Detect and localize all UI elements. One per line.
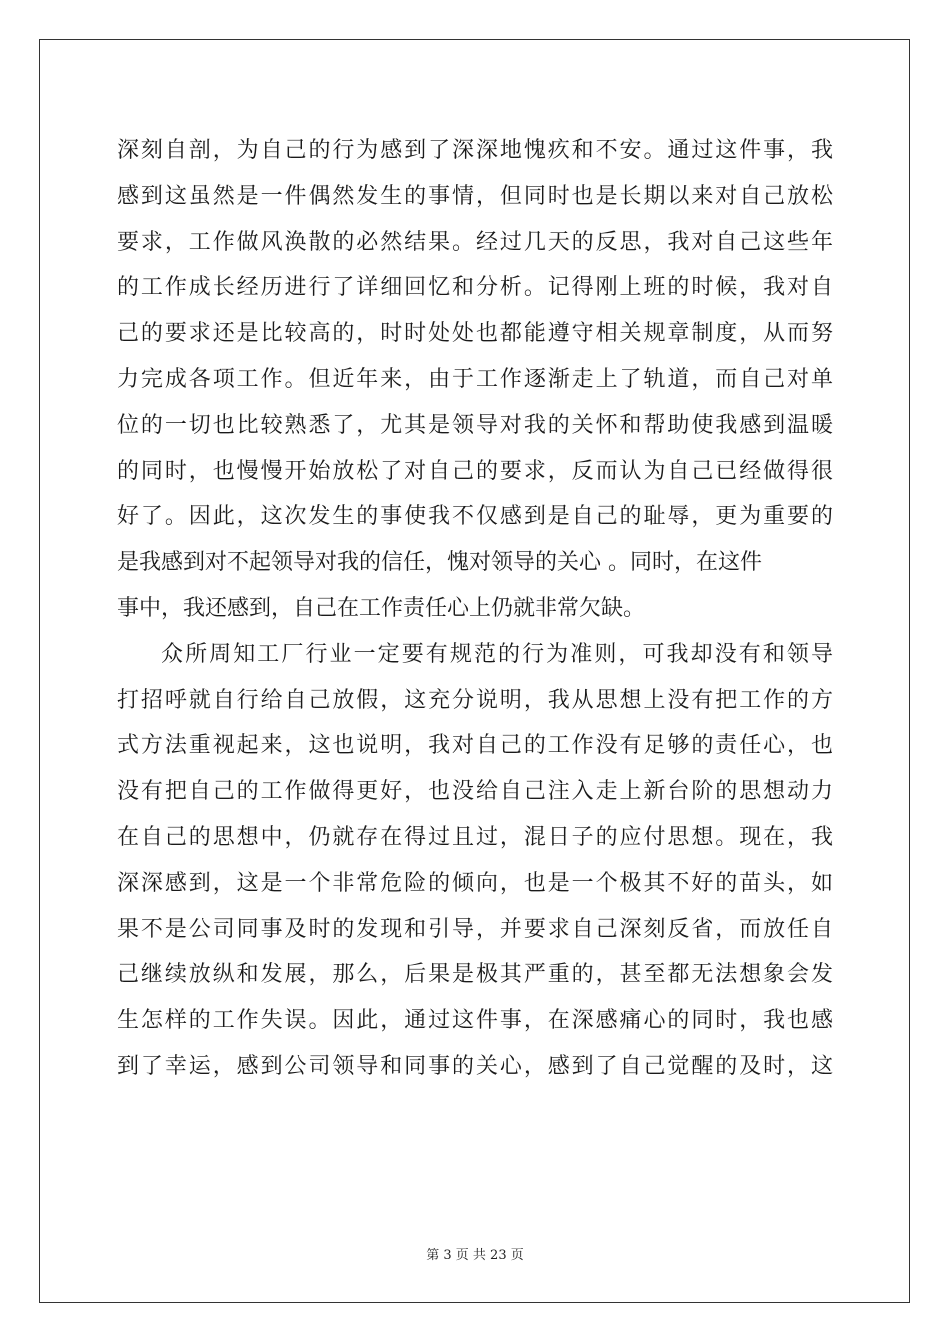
text-line: 是我感到对不起领导对我的信任，愧对领导的关心 。同时，在这件 bbox=[117, 550, 762, 576]
text-line: 己继续放纵和发展，那么，后果是极其严重的，甚至都无法想象会发 bbox=[117, 962, 833, 988]
text-line: 在自己的思想中，仍就存在得过且过，混日子的应付思想。现在，我 bbox=[117, 824, 833, 850]
text-line: 众所周知工厂行业一定要有规范的行为准则，可我却没有和领导 bbox=[161, 641, 833, 667]
text-line: 打招呼就自行给自己放假，这充分说明，我从思想上没有把工作的方 bbox=[117, 687, 833, 713]
text-line: 式方法重视起来，这也说明，我对自己的工作没有足够的责任心，也 bbox=[117, 733, 833, 759]
text-line: 深深感到，这是一个非常危险的倾向，也是一个极其不好的苗头，如 bbox=[117, 870, 833, 896]
text-line: 生怎样的工作失误。因此，通过这件事，在深感痛心的同时，我也感 bbox=[117, 1008, 833, 1034]
page-number-footer: 第 3 页 共 23 页 bbox=[426, 1248, 524, 1263]
text-line: 好了。因此，这次发生的事使我不仅感到是自己的耻辱，更为重要的 bbox=[117, 504, 833, 530]
text-line: 己的要求还是比较高的，时时处处也都能遵守相关规章制度，从而努 bbox=[117, 321, 833, 347]
text-line: 感到这虽然是一件偶然发生的事情，但同时也是长期以来对自己放松 bbox=[117, 183, 833, 209]
paragraph-2 bbox=[117, 632, 833, 1090]
text-line: 的同时，也慢慢开始放松了对自己的要求，反而认为自己已经做得很 bbox=[117, 458, 833, 484]
text-line: 果不是公司同事及时的发现和引导，并要求自己深刻反省，而放任自 bbox=[117, 916, 833, 942]
text-line: 力完成各项工作。但近年来，由于工作逐渐走上了轨道，而自己对单 bbox=[117, 366, 833, 392]
text-line: 到了幸运，感到公司领导和同事的关心，感到了自己觉醒的及时，这 bbox=[117, 1053, 833, 1079]
paragraph-1 bbox=[117, 128, 833, 632]
text-line: 要求，工作做风涣散的必然结果。经过几天的反思，我对自己这些年 bbox=[117, 229, 833, 255]
text-line: 深刻自剖，为自己的行为感到了深深地愧疚和不安。通过这件事，我 bbox=[117, 138, 833, 163]
text-line: 事中，我还感到，自己在工作责任心上仍就非常欠缺。 bbox=[117, 595, 646, 621]
text-line: 的工作成长经历进行了详细回忆和分析。记得刚上班的时候，我对自 bbox=[117, 275, 833, 301]
text-line: 位的一切也比较熟悉了，尤其是领导对我的关怀和帮助使我感到温暖 bbox=[117, 412, 833, 438]
document-body bbox=[117, 128, 833, 1090]
text-line: 没有把自己的工作做得更好，也没给自己注入走上新台阶的思想动力 bbox=[117, 779, 833, 805]
